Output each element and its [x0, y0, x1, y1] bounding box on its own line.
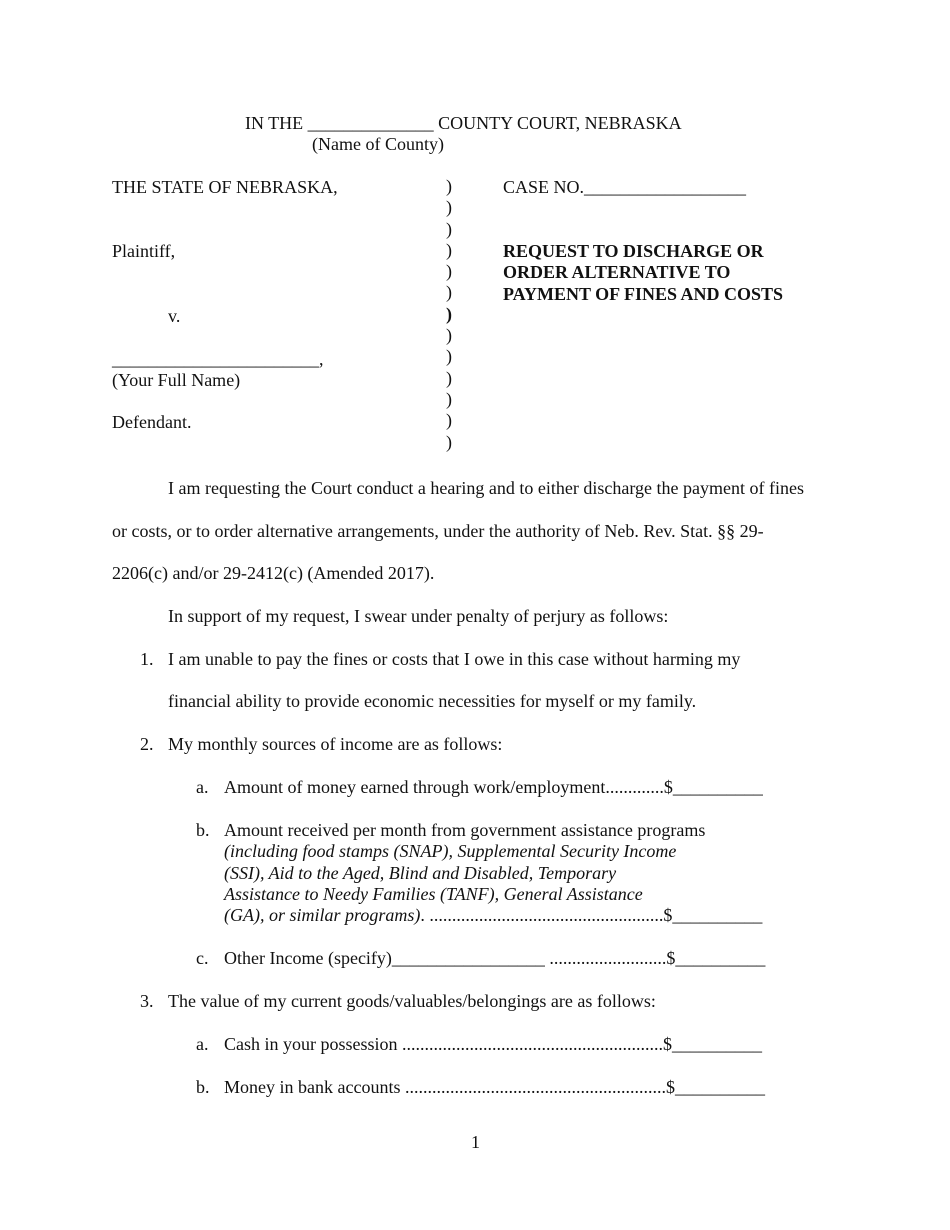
bank-accounts-line: Money in bank accounts ..........................................................$__________: [224, 1077, 765, 1097]
income-assistance-line: Amount received per month from government assistance programs: [224, 820, 706, 840]
item1-line: financial ability to provide economic necessities for myself or my family.: [168, 691, 697, 711]
defendant-label: Defendant.: [112, 412, 192, 432]
paren: ): [446, 239, 452, 260]
sub-item-letter: b.: [196, 820, 210, 840]
sub-item-letter: a.: [196, 1034, 209, 1054]
item3-text: The value of my current goods/valuables/belongings are as follows:: [168, 991, 656, 1011]
assistance-amount-leader: . ....................................................$__________: [420, 905, 763, 925]
paren: ): [446, 282, 452, 303]
county-blank: ______________: [307, 113, 434, 133]
court-prefix: IN THE: [245, 113, 304, 133]
item-number: 2.: [140, 734, 154, 754]
document-title-line: REQUEST TO DISCHARGE OR: [503, 241, 764, 261]
court-suffix: COUNTY COURT, NEBRASKA: [438, 113, 682, 133]
plaintiff-label: Plaintiff,: [112, 241, 176, 261]
assistance-detail-line: (including food stamps (SNAP), Supplemental Security Income: [224, 841, 677, 861]
support-statement: In support of my request, I swear under penalty of perjury as follows:: [168, 606, 669, 626]
intro-line: or costs, or to order alternative arrangements, under the authority of Neb. Rev. Stat. §§ 29-: [112, 521, 764, 541]
intro-line: 2206(c) and/or 29-2412(c) (Amended 2017).: [112, 563, 435, 583]
full-name-hint: (Your Full Name): [112, 370, 241, 390]
sub-item-letter: c.: [196, 948, 209, 968]
intro-line: I am requesting the Court conduct a hearing and to either discharge the payment of fines: [168, 478, 804, 498]
page-number: 1: [471, 1132, 480, 1152]
paren: ): [446, 261, 452, 282]
paren: ): [446, 410, 452, 431]
item-number: 1.: [140, 649, 154, 669]
caption-divider: [446, 176, 460, 453]
cash-possession-line: Cash in your possession ..........................................................$__________: [224, 1034, 763, 1054]
assistance-detail-end: (GA), or similar programs): [224, 905, 421, 925]
paren: ): [446, 346, 452, 367]
defendant-name-blank: _______________________,: [112, 349, 324, 369]
paren: ): [446, 303, 452, 324]
paren: ): [446, 431, 452, 452]
county-hint: (Name of County): [312, 134, 444, 154]
paren: ): [446, 325, 452, 346]
paren: ): [446, 176, 452, 196]
paren: ): [446, 388, 452, 409]
sub-item-letter: a.: [196, 777, 209, 797]
assistance-detail-line: (SSI), Aid to the Aged, Blind and Disabled, Temporary: [224, 863, 617, 883]
versus-label: v.: [168, 306, 181, 326]
document-title-line: PAYMENT OF FINES AND COSTS: [503, 284, 784, 304]
paren: ): [446, 218, 452, 239]
document-title-line: ORDER ALTERNATIVE TO: [503, 262, 731, 282]
court-heading: [245, 112, 682, 134]
assistance-detail-line: Assistance to Needy Families (TANF), General Assistance: [224, 884, 643, 904]
item1-line: I am unable to pay the fines or costs that I owe in this case without harming my: [168, 649, 741, 669]
income-employment-line: Amount of money earned through work/employment.............$__________: [224, 777, 763, 797]
paren: ): [446, 197, 452, 218]
paren: ): [446, 367, 452, 388]
other-income-line: Other Income (specify)_________________ ..........................$__________: [224, 948, 766, 968]
item-number: 3.: [140, 991, 154, 1011]
assistance-amount-line: [224, 904, 762, 926]
sub-item-letter: b.: [196, 1077, 210, 1097]
item2-text: My monthly sources of income are as follows:: [168, 734, 503, 754]
case-number: CASE NO.__________________: [503, 177, 747, 197]
state-party: THE STATE OF NEBRASKA,: [112, 177, 338, 197]
